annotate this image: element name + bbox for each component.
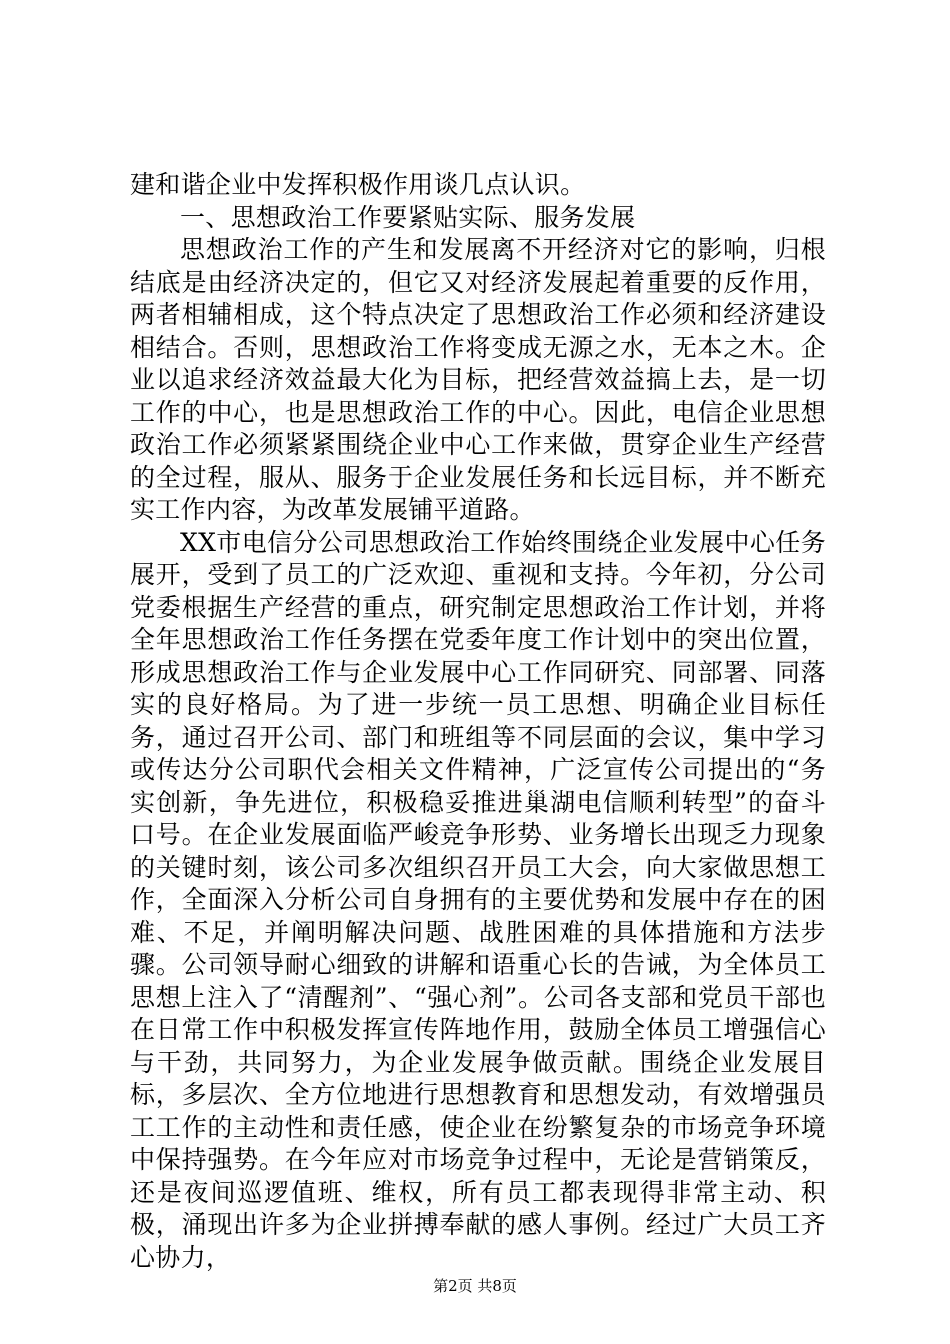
document-body [130, 169, 826, 1274]
paragraph-economics: 思想政治工作的产生和发展离不开经济对它的影响，归根结底是由经济决定的，但它又对经济发展起着重要的反作用，两者相辅相成，这个特点决定了思想政治工作必须和经济建设相结合。否则，思想政治工作将变成无源之水，无本之木。企业以追求经济效益最大化为目标，把经营效益搞上去，是一切工作的中心，也是思想政治工作的中心。因此，电信企业思想政治工作必须紧紧围绕企业中心工作来做，贯穿企业生产经营的全过程，服从、服务于企业发展任务和长远目标，并不断充实工作内容，为改革发展铺平道路。 [130, 235, 826, 524]
paragraph-continuation: 建和谐企业中发挥积极作用谈几点认识。 [130, 170, 586, 199]
page-number-footer: 第2页 共8页 [433, 1277, 517, 1295]
section-heading: 一、思想政治工作要紧贴实际、服务发展 [180, 202, 636, 232]
paragraph-branch-company: XX市电信分公司思想政治工作始终围绕企业发展中心任务展开，受到了员工的广泛欢迎、重视和支持。今年初，分公司党委根据生产经营的重点，研究制定思想政治工作计划，并将全年思想政治工作任务摆在党委年度工作计划中的突出位置，形成思想政治工作与企业发展中心工作同研究、同部署、同落实的良好格局。为了进一步统一员工思想、明确企业目标任务，通过召开公司、部门和班组等不同层面的会议，集中学习或传达分公司职代会相关文件精神，广泛宣传公司提出的“务实创新，争先进位，积极稳妥推进巢湖电信顺利转型”的奋斗口号。在企业发展面临严峻竞争形势、业务增长出现乏力现象的关键时刻，该公司多次组织召开员工大会，向大家做思想工作，全面深入分析公司自身拥有的主要优势和发展中存在的困难、不足，并阐明解决问题、战胜困难的具体措施和方法步骤。公司领导耐心细致的讲解和语重心长的告诫，为全体员工思想上注入了“清醒剂”、“强心剂”。公司各支部和党员干部也在日常工作中积极发挥宣传阵地作用，鼓励全体员工增强信心与干劲，共同努力，为企业发展争做贡献。围绕企业发展目标，多层次、全方位地进行思想教育和思想发动，有效增强员工工作的主动性和责任感，使企业在纷繁复杂的市场竞争环境中保持强势。在今年应对市场竞争过程中，无论是营销策反，还是夜间巡逻值班、维权，所有员工都表现得非常主动、积极，涌现出许多为企业拼搏奉献的感人事例。经过广大员工齐心协力， [130, 527, 826, 1272]
